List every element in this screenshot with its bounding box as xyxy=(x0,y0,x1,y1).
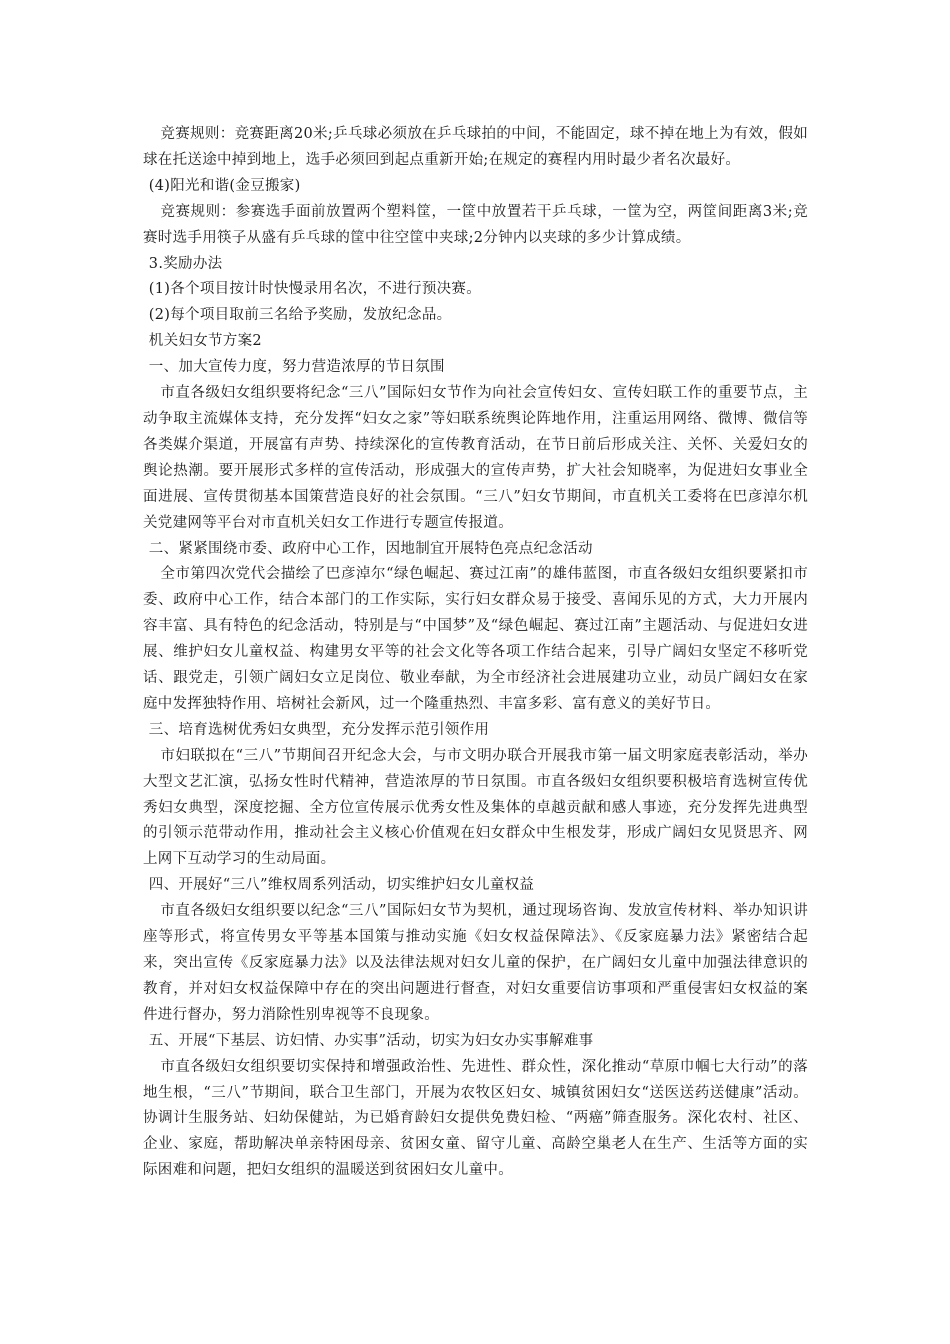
heading-plan-2: 机关妇女节方案2 xyxy=(148,333,262,350)
paragraph-reward-1: (1)各个项目按计时快慢录用名次，不进行预决赛。 xyxy=(148,281,482,298)
paragraph-section-2: 全市第四次党代会描绘了巴彦淖尔“绿色崛起、赛过江南”的雄伟蓝图，市直各级妇女组织要紧扣市委、政府中心工作，结合本部门的工作实际，实行妇女群众易于接受、喜闻乐见的方式，大力开展内容丰富、具有特色的纪念活动，特别是与“中国梦”及“绿色崛起、赛过江南”主题活动、与促进妇女进展、维护妇女儿童权益、构建男女平等的社会文化等各项工作结合起来，引导广阔妇女坚定不移听党话、跟党走，引领广阔妇女立足岗位、敬业奉献，为全市经济社会进展建功立业，动员广阔妇女在家庭中发挥独特作用、培树社会新风，过一个隆重热烈、丰富多彩、富有意义的美好节日。 xyxy=(143,566,808,712)
heading-section-5: 五、开展“下基层、访妇情、办实事”活动，切实为妇女办实事解难事 xyxy=(148,1032,594,1049)
document-page xyxy=(143,122,808,1184)
paragraph-section-4: 市直各级妇女组织要以纪念“三八”国际妇女节为契机，通过现场咨询、发放宣传材料、举办知识讲座等形式，将宣传男女平等基本国策与推动实施《妇女权益保障法》、《反家庭暴力法》紧密结合起来，突出宣传《反家庭暴力法》以及法律法规对妇女儿童的保护，在广阔妇女儿童中加强法律意识的教育，并对妇女权益保障中存在的突出问题进行督查，对妇女重要信访事项和严重侵害妇女权益的案件进行督办，努力消除性别卑视等不良现象。 xyxy=(143,903,808,1023)
paragraph-section-3: 市妇联拟在“三八”节期间召开纪念大会，与市文明办联合开展我市第一届文明家庭表彰活动，举办大型文艺汇演，弘扬女性时代精神，营造浓厚的节日氛围。市直各级妇女组织要积极培育选树宣传优秀妇女典型，深度挖掘、全方位宣传展示优秀女性及集体的卓越贡献和感人事迹，充分发挥先进典型的引领示范带动作用，推动社会主义核心价值观在妇女群众中生根发芽，形成广阔妇女见贤思齐、网上网下互动学习的生动局面。 xyxy=(143,747,808,868)
paragraph-rule-1: 竞赛规则：竞赛距离20米;乒乓球必须放在乒乓球拍的中间，不能固定，球不掉在地上为有效，假如球在托送途中掉到地上，选手必须回到起点重新开始;在规定的赛程内用时最少者名次最好。 xyxy=(143,126,808,168)
paragraph-rule-2: 竞赛规则：参赛选手面前放置两个塑料筐，一筐中放置若干乒乓球，一筐为空，两筐间距离3米;竞赛时选手用筷子从盛有乒乓球的筐中往空筐中夹球;2分钟内以夹球的多少计算成绩。 xyxy=(143,203,808,246)
paragraph-reward-2: (2)每个项目取前三名给予奖励，发放纪念品。 xyxy=(148,307,452,324)
heading-section-3: 三、培育选树优秀妇女典型，充分发挥示范引领作用 xyxy=(148,721,490,738)
paragraph-item-4: (4)阳光和谐(金豆搬家) xyxy=(148,177,301,194)
heading-section-4: 四、开展好“三八”维权周系列活动，切实维护妇女儿童权益 xyxy=(148,877,535,894)
heading-section-1: 一、加大宣传力度，努力营造浓厚的节日氛围 xyxy=(148,359,445,376)
paragraph-section-5: 市直各级妇女组织要切实保持和增强政治性、先进性、群众性，深化推动“草原巾帼七大行动”的落地生根，“三八”节期间，联合卫生部门，开展为农牧区妇女、城镇贫困妇女“送医送药送健康”活动。协调计生服务站、妇幼保健站，为已婚育龄妇女提供免费妇检、“两癌”筛查服务。深化农村、社区、企业、家庭，帮助解决单亲特困母亲、贫困女童、留守儿童、高龄空巢老人在生产、生活等方面的实际困难和问题，把妇女组织的温暖送到贫困妇女儿童中。 xyxy=(143,1058,808,1179)
heading-reward-method: 3.奖励办法 xyxy=(148,255,223,272)
heading-section-2: 二、紧紧围绕市委、政府中心工作，因地制宜开展特色亮点纪念活动 xyxy=(148,540,593,557)
paragraph-section-1: 市直各级妇女组织要将纪念“三八”国际妇女节作为向社会宣传妇女、宣传妇联工作的重要节点，主动争取主流媒体支持，充分发挥“妇女之家”等妇联系统舆论阵地作用，注重运用网络、微博、微信等各类媒介渠道，开展富有声势、持续深化的宣传教育活动，在节日前后形成关注、关怀、关爱妇女的舆论热潮。要开展形式多样的宣传活动，形成强大的宣传声势，扩大社会知晓率，为促进妇女事业全面进展、宣传贯彻基本国策营造良好的社会氛围。“三八”妇女节期间，市直机关工委将在巴彦淖尔机关党建网等平台对市直机关妇女工作进行专题宣传报道。 xyxy=(143,385,808,531)
